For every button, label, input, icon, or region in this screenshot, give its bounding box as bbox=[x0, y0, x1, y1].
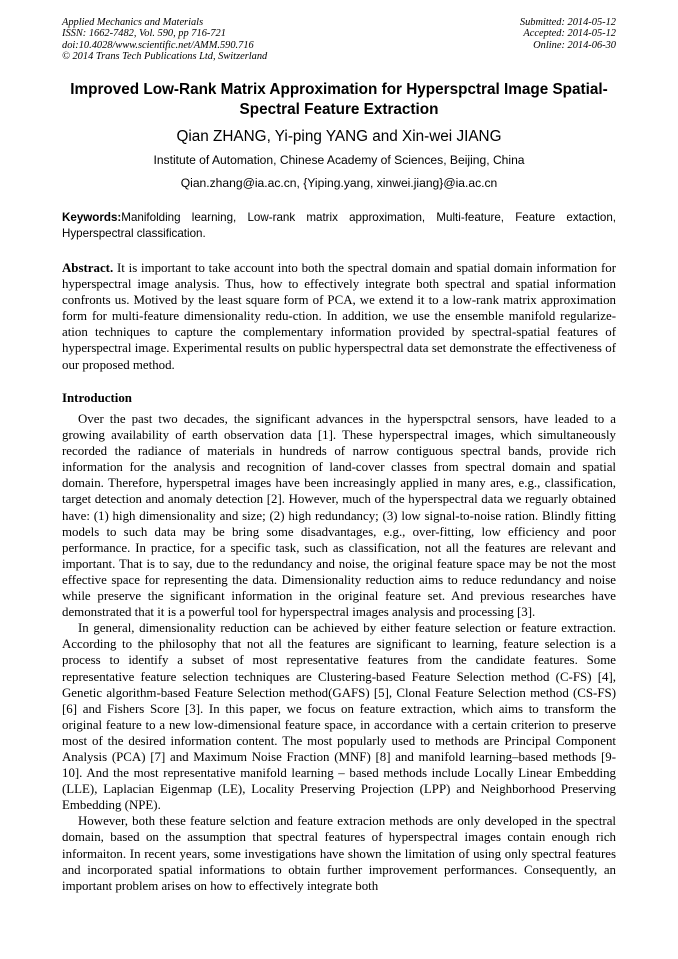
author-affiliation: Institute of Automation, Chinese Academy of Sciences, Beijing, China bbox=[153, 153, 525, 167]
abstract-text: It is important to take account into both the spectral domain and spatial domain information for hyperspectral image analysis. Thus, how to effectively integrate both spectral and spatial information confronts us. Motived by the least square form of PCA, we extend it to a low-rank matrix approximation form for multi-feature dimensionality redu-ction. In addition, we use the ensemble manifold regularize-ation techniques to capture the complementary information provided by spectral-spatial features of hyperspectral image. Experimental results on public hyperspectral data set demonstrate the effectiveness of our proposed method. bbox=[62, 261, 616, 372]
paragraph: In general, dimensionality reduction can be achieved by either feature selection or feature extraction. According to the philosophy that not all the features are significant to learning, feature selection is a process to identify a subset of most representative features from the candidate features. Some representative feature selection techniques are Clustering-based Feature Selection method (C-FS) [4], Genetic algorithm-based Feature Selection method(GAFS) [5], Clonal Feature Selection method (CS-FS) [6] and Fishers Score [3]. In this paper, we focus on feature extraction, which aims to transform the original feature to a new low-dimensional feature space, in accordance with a certain criterion to preserve most of the desired information content. The most popularly used to methods are Principal Component Analysis (PCA) [7] and Maximum Noise Fraction (MNF) [8] and manifold learning–based methods [9-10]. And the most representative manifold learning – based methods include Locally Linear Embedding (LLE), Laplacian Eigenmap (LE), Locality Preserving Projection (LPP) and Neighborhood Preserving Embedding (NPE). bbox=[62, 621, 616, 813]
journal-info bbox=[62, 17, 267, 63]
journal-issn: ISSN: 1662-7482, Vol. 590, pp 716-721 bbox=[62, 28, 226, 40]
abstract-label: Abstract. bbox=[62, 261, 114, 275]
abstract bbox=[62, 260, 616, 373]
online-date: Online: 2014-06-30 bbox=[533, 39, 616, 51]
keywords bbox=[62, 210, 616, 242]
paragraph: Over the past two decades, the significant advances in the hyperspctral sensors, have leaded to a growing availability of earth observation data [1]. These hyperspectral images, which simultaneously recorded the radiance of materials in hundreds of narrow contiguous spectral bands, provide rich information for the analysis and recognition of land-cover classes from spectral domain and spatial domain. Therefore, hyperspetral images have been increasingly applied in many ares, e.g., classification, target detection and anomaly detection [2]. However, much of the hyperspectral data we reguarly obtained have: (1) high dimensionality and size; (2) high redundancy; (3) low signal-to-noise ration. Blindly fitting models to such data may be bring some disadvantages, e.g., over-fitting, low efficiency and poor performance. In practice, for a specific task, such as classification, not all the features are relevant and important. That is to say, due to the redundancy and noise, the original feature space may be not the most effective space for representing the data. Dimensionality reduction aims to reduce redundancy and noise while preserve the significant information in the original feature set. And previous researches have demonstrated that it is a powerful tool for hyperspectral images analysis and processing [3]. bbox=[62, 412, 616, 620]
accepted-date: Accepted: 2014-05-12 bbox=[523, 28, 616, 40]
keywords-text: Manifolding learning, Low-rank matrix approximation, Multi-feature, Feature extaction, Hyperspectral classification. bbox=[62, 211, 616, 240]
submitted-date: Submitted: 2014-05-12 bbox=[519, 17, 616, 28]
publication-dates bbox=[520, 17, 616, 51]
introduction-heading: Introduction bbox=[62, 391, 132, 405]
author-email: Qian.zhang@ia.ac.cn, {Yiping.yang, xinwei.jiang}@ia.ac.cn bbox=[180, 176, 498, 190]
journal-copyright: © 2014 Trans Tech Publications Ltd, Switzerland bbox=[62, 51, 268, 63]
journal-name: Applied Mechanics and Materials bbox=[62, 17, 204, 28]
paper-title: Improved Low-Rank Matrix Approximation for Hyperspctral Image Spatial-Spectral Feature Extraction bbox=[70, 81, 608, 118]
paragraph: However, both these feature selction and feature extracion methods are only developed in the spectral domain, based on the assumption that spectral features of hyperspectral images contain enough rich informaiton. In recent years, some investigations have shown the limitation of using only spectral features and incorporated spatial informations to obtain further improvement performances. Consequently, an important problem arises on how to effectively integrate both bbox=[62, 814, 616, 893]
introduction-body bbox=[62, 411, 616, 894]
keywords-label: Keywords: bbox=[62, 211, 122, 224]
journal-doi: doi:10.4028/www.scientific.net/AMM.590.716 bbox=[62, 39, 254, 51]
paper-authors: Qian ZHANG, Yi-ping YANG and Xin-wei JIANG bbox=[176, 128, 502, 145]
